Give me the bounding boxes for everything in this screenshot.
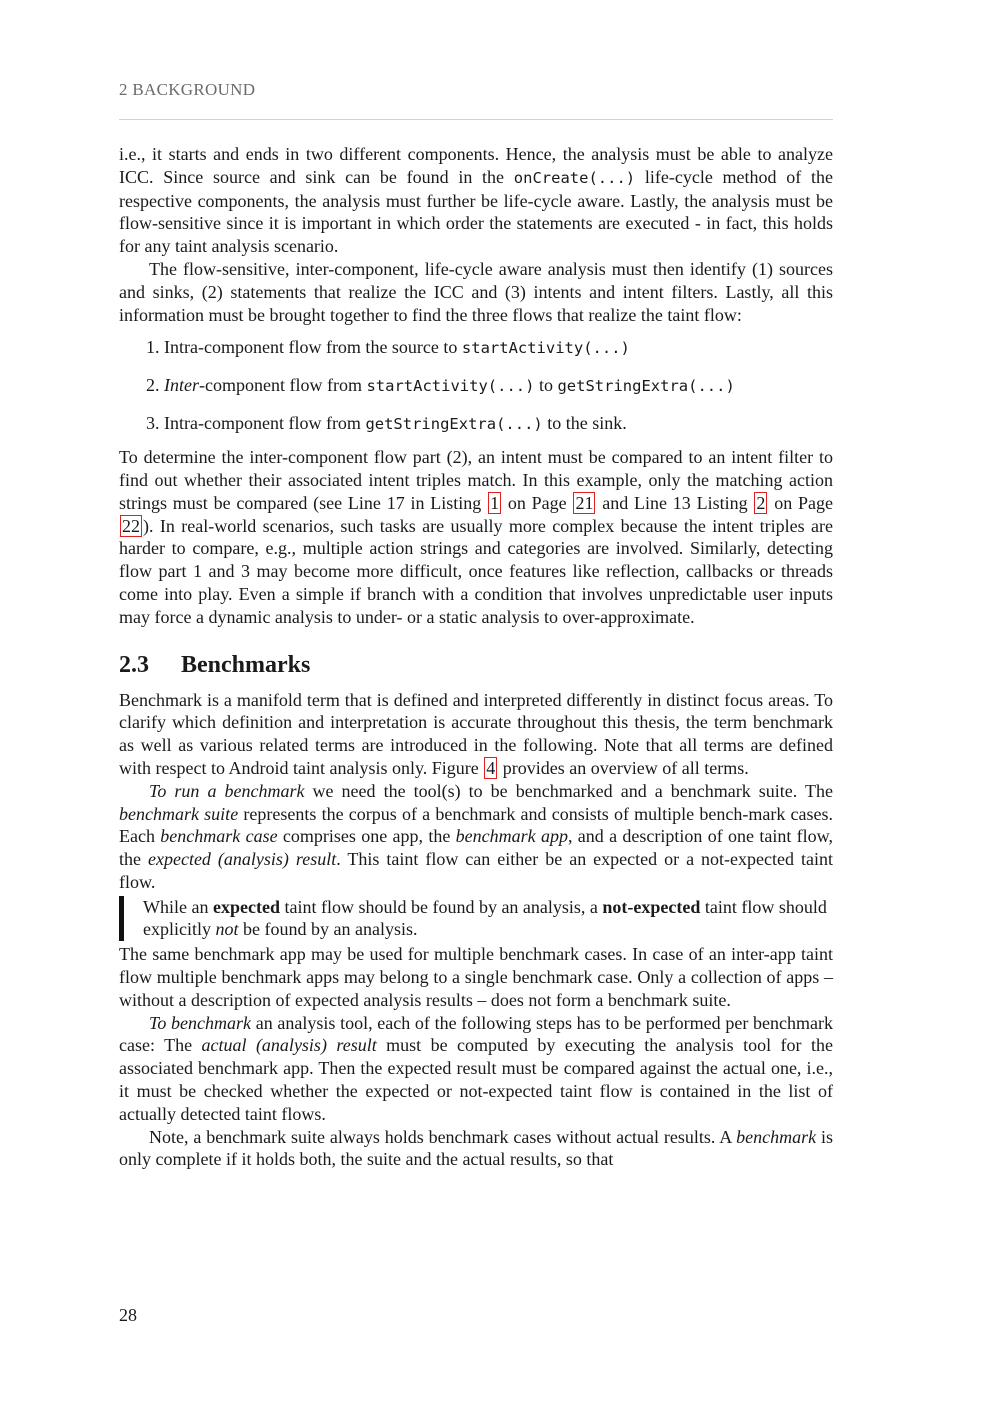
list-item: 2. Inter-component flow from startActivity(...) to getStringExtra(...) [164,374,833,398]
header-divider [119,119,833,120]
list-item: 1. Intra-component flow from the source to startActivity(...) [164,336,833,360]
inline-code: getStringExtra(...) [557,377,735,396]
running-head: 2 BACKGROUND [119,80,256,99]
flow-list [119,336,833,436]
inline-code: startActivity(...) [366,377,535,396]
page-number: 28 [119,1305,137,1325]
section-title: Benchmarks [181,651,311,678]
paragraph: The flow-sensitive, inter-component, life-cycle aware analysis must then identify (1) sources and sinks, (2) statements that realize the ICC and (3) intents and intent filters. Lastly, all this information must be brought together to find the three flows that realize the taint flow: [119,258,833,325]
page-link-21[interactable]: 21 [575,492,594,513]
section-heading [119,650,833,680]
paragraph: To run a benchmark we need the tool(s) to be benchmarked and a benchmark suite. The benchmark suite represents the corpus of a benchmark and consists of multiple bench-mark cases. Each benchmark case comprises one app, the benchmark app, and a description of one taint flow, the expected (analysis) result. This taint flow can either be an expected or a not-expected taint flow. [119,780,834,892]
page-link-22[interactable]: 22 [122,515,140,536]
section-number: 2.3 [119,651,149,678]
figure-link-4[interactable]: 4 [486,757,496,778]
list-item: 3. Intra-component flow from getStringExtra(...) to the sink. [164,412,833,436]
inline-code: getStringExtra(...) [365,415,543,434]
paragraph: i.e., it starts and ends in two different components. Hence, the analysis must be able to analyze ICC. Since source and sink can be found in the onCreate(...) life-cycle method of the respective components, the analysis must further be life-cycle aware. Lastly, the analysis must be flow-sensitive since it is important in which order the statements are executed - in fact, this holds for any taint analysis scenario. [119,144,833,257]
inline-code: startActivity(...) [461,339,630,358]
page-body [119,143,833,1171]
definition-callout: While an expected taint flow should be found by an analysis, a not-expected taint flow should explicitly not be found by an analysis. [119,896,833,942]
paragraph: The same benchmark app may be used for multiple benchmark cases. In case of an inter-app taint flow multiple benchmark apps may belong to a single benchmark case. Only a collection of apps – without a description of expected analysis results – does not form a benchmark suite. [119,944,833,1010]
paragraph: Benchmark is a manifold term that is defined and interpreted differently in distinct focus areas. To clarify which definition and interpretation is accurate throughout this thesis, the term benchmark as well as various related terms are introduced in the following. Note that all terms are defined with respect to Android taint analysis only. Figure 4 provides an overview of all terms. [119,689,833,778]
paragraph: To determine the inter-component flow part (2), an intent must be compared to an intent filter to find out whether their associated intent triples match. In this example, only the matching action strings must be compared (see Line 17 in Listing 1 on Page 21 and Line 13 Listing 2 on Page 22 ). In real-world scenarios, such tasks are usually more complex because the intent triples are harder to compare, e.g., multiple action strings and categories are involved. Similarly, detecting flow part 1 and 3 may become more difficult, once features like reflection, callbacks or threads come into play. Even a simple if branch with a condition that involves unpredictable user inputs may force a dynamic analysis to under- or a static analysis to over-approximate. [119,447,833,627]
listing-link-1[interactable]: 1 [490,492,500,513]
inline-code: onCreate(...) [513,168,636,187]
listing-link-2[interactable]: 2 [756,492,766,513]
paragraph: Note, a benchmark suite always holds benchmark cases without actual results. A benchmark is only complete if it holds both, the suite and the actual results, so that [119,1126,833,1170]
paragraph: To benchmark an analysis tool, each of the following steps has to be performed per benchmark case: The actual (analysis) result must be computed by executing the analysis tool for the associated benchmark app. Then the expected result must be compared against the actual one, i.e., it must be checked whether the expected or not-expected taint flow is contained in the list of actually detected taint flows. [119,1012,833,1124]
